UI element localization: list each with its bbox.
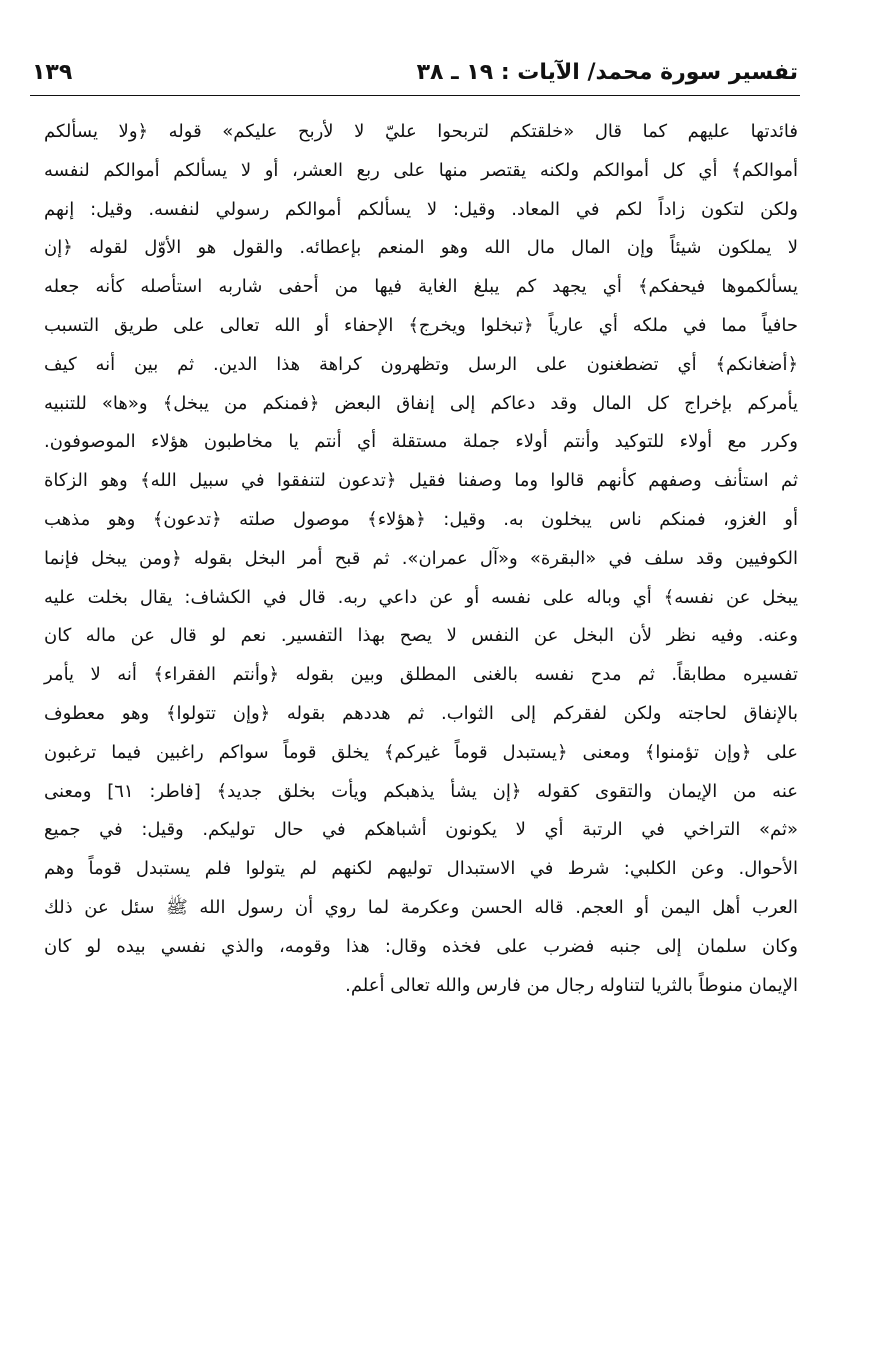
text-line: وكرر مع أولاء للتوكيد وأنتم أولاء جملة مستقلة أي أنتم يا مخاطبون هؤلاء الموصوفون. xyxy=(44,431,798,453)
running-header xyxy=(32,58,798,88)
text-line: عنه من الإيمان والتقوى كقوله ﴿إن يشأ يذهبكم ويأت بخلق جديد﴾ [فاطر: ٦١] ومعنى xyxy=(44,780,798,802)
text-line: الأحوال. وعن الكلبي: شرط في الاستبدال توليهم لكنهم لم يتولوا فلم يستبدل قوماً وهم xyxy=(44,858,798,880)
running-header-title: تفسير سورة محمد/ الآيات : ١٩ ـ ٣٨ xyxy=(416,60,798,85)
text-line: ﴿أضغانكم﴾ أي تضطغنون على الرسل وتظهرون كراهة هذا الدين. ثم بين أنه كيف xyxy=(44,353,798,375)
text-line: أو الغزو، فمنكم ناس يبخلون به. وقيل: ﴿هؤلاء﴾ موصول صلته ﴿تدعون﴾ وهو مذهب xyxy=(44,508,798,530)
text-line: على ﴿وإن تؤمنوا﴾ ومعنى ﴿يستبدل قوماً غيركم﴾ يخلق قوماً سواكم راغبين فيما ترغبون xyxy=(44,741,798,763)
text-line: ولكن لتكون زاداً لكم في المعاد. وقيل: لا يسألكم أموالكم رسولي لنفسه. وقيل: إنهم xyxy=(44,198,798,220)
body-text xyxy=(44,113,798,1005)
text-line: يبخل عن نفسه﴾ أي وباله على نفسه أو عن داعي ربه. قال في الكشاف: يقال بخلت عليه xyxy=(44,586,798,608)
text-line: العرب أهل اليمن أو العجم. قاله الحسن وعكرمة لما روي أن رسول الله ﷺ سئل عن ذلك xyxy=(44,896,798,918)
header-rule xyxy=(30,95,800,96)
text-line: وكان سلمان إلى جنبه فضرب على فخذه وقال: هذا وقومه، والذي نفسي بيده لو كان xyxy=(44,935,798,957)
text-line: الكوفيين وقد سلف في «البقرة» و«آل عمران». ثم قبح أمر البخل بقوله ﴿ومن يبخل فإنما xyxy=(44,547,798,569)
text-line: الإيمان منوطاً بالثريا لتناوله رجال من فارس والله تعالى أعلم. xyxy=(345,974,798,996)
text-line: ثم استأنف وصفهم كأنهم قالوا وما وصفنا فقيل ﴿تدعون لتنفقوا في سبيل الله﴾ وهو الزكاة xyxy=(44,470,798,492)
text-line: يأمركم بإخراج كل المال وقد دعاكم إلى إنفاق البعض ﴿فمنكم من يبخل﴾ و«ها» للتنبيه xyxy=(44,392,798,414)
text-line: «ثم» التراخي في الرتبة أي لا يكونون أشباهكم في حال توليكم. وقيل: في جميع xyxy=(44,819,798,841)
text-line: بالإنفاق لحاجته ولكن لفقركم إلى الثواب. ثم هددهم بقوله ﴿وإن تتولوا﴾ وهو معطوف xyxy=(44,702,798,724)
text-line: حافياً مما في ملكه أي عارياً ﴿تبخلوا ويخرج﴾ الإحفاء أو الله تعالى على طريق التسبب xyxy=(44,314,798,336)
text-line: يسألكموها فيحفكم﴾ أي يجهد كم يبلغ الغاية فيها من أحفى شاربه استأصله كأنه جعله xyxy=(44,276,798,298)
text-line: تفسيره مطابقاً. ثم مدح نفسه بالغنى المطلق وبين بقوله ﴿وأنتم الفقراء﴾ أنه لا يأمر xyxy=(44,664,798,686)
text-line: فائدتها عليهم كما قال «خلقتكم لتربحوا عليّ لا لأربح عليكم» قوله ﴿ولا يسألكم xyxy=(44,121,798,142)
page-number: ١٣٩ xyxy=(32,60,73,85)
text-line: أموالكم﴾ أي كل أموالكم ولكنه يقتصر منها على ربع العشر، أو لا يسألكم أموالكم لنفسه xyxy=(44,159,798,181)
text-line: لا يملكون شيئاً وإن المال مال الله وهو المنعم بإعطائه. والقول هو الأوّل لقوله ﴿إن xyxy=(44,237,798,259)
text-line: وعنه. وفيه نظر لأن البخل عن النفس لا يصح بهذا التفسير. نعم لو قال عن ماله كان xyxy=(44,625,798,647)
